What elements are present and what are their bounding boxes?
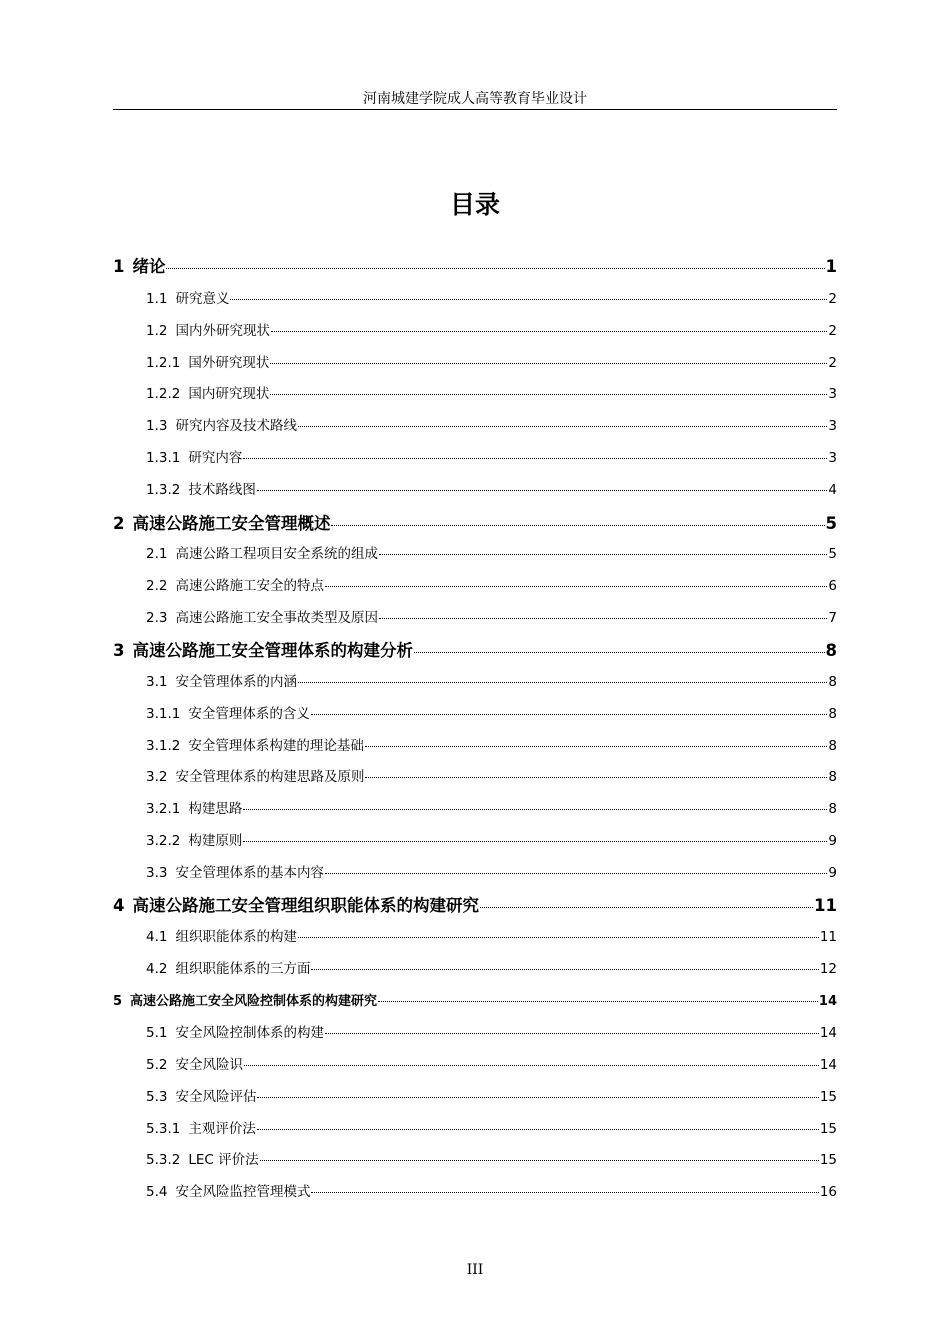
toc-entry[interactable]	[146, 925, 837, 945]
toc-entry-text: 国内外研究现状	[175, 323, 270, 339]
toc-dot-leader	[243, 809, 827, 810]
toc-entry-number: 5.3	[146, 1089, 168, 1105]
toc-entry-number: 5	[113, 994, 123, 1009]
toc-entry-page: 8	[825, 641, 837, 660]
toc-dot-leader	[325, 1033, 819, 1034]
toc-entry-text: 安全风险评估	[175, 1089, 257, 1105]
toc-entry[interactable]	[146, 1117, 837, 1137]
toc-entry-page: 3	[828, 450, 837, 466]
toc-entry-text: 高速公路施工安全的特点	[175, 578, 324, 594]
toc-dot-leader	[243, 841, 827, 842]
toc-entry-page: 14	[818, 994, 837, 1009]
toc-entry-page: 11	[814, 896, 837, 915]
toc-entry[interactable]	[146, 606, 837, 626]
toc-entry-number: 5.2	[146, 1057, 168, 1073]
toc-entry-text: 构建思路	[188, 801, 243, 817]
toc-entry-number: 2.2	[146, 578, 168, 594]
toc-entry-label	[146, 382, 269, 402]
toc-dot-leader	[311, 1192, 818, 1193]
toc-entry-number: 3.2.1	[146, 801, 181, 817]
toc-entry[interactable]	[146, 734, 837, 754]
toc-entry-label	[146, 670, 297, 690]
toc-dot-leader	[298, 682, 827, 683]
toc-entry[interactable]	[146, 957, 837, 977]
toc-entry-page: 1	[825, 257, 837, 276]
toc-dot-leader	[298, 426, 827, 427]
toc-entry-number: 3.1.2	[146, 738, 181, 754]
toc-entry-label	[113, 892, 479, 916]
toc-entry-number: 1.1	[146, 291, 168, 307]
toc-entry-label	[146, 925, 297, 945]
toc-dot-leader	[414, 652, 825, 653]
toc-entry-text: 安全管理体系的基本内容	[175, 865, 324, 881]
toc-entry[interactable]	[146, 574, 837, 594]
toc-entry[interactable]	[146, 478, 837, 498]
toc-entry[interactable]	[146, 1148, 837, 1168]
toc-entry-text: 安全管理体系的内涵	[175, 674, 297, 690]
toc-entry-number: 3	[113, 641, 125, 660]
toc-dot-leader	[379, 554, 827, 555]
toc-entry-label	[146, 702, 310, 722]
toc-entry-label	[146, 478, 256, 498]
toc-entry-page: 14	[819, 1057, 837, 1073]
toc-dot-leader	[243, 458, 827, 459]
toc-dot-leader	[311, 969, 818, 970]
toc-entry-text: 研究内容	[188, 450, 243, 466]
toc-dot-leader	[379, 618, 827, 619]
toc-entry-page: 8	[828, 674, 837, 690]
toc-entry[interactable]	[113, 510, 837, 534]
toc-entry-number: 5.3.2	[146, 1152, 181, 1168]
toc-entry-page: 8	[828, 738, 837, 754]
toc-entry-text: 研究内容及技术路线	[175, 418, 297, 434]
toc-entry-text: 高速公路施工安全管理体系的构建分析	[132, 641, 413, 660]
toc-entry-label	[146, 414, 297, 434]
toc-dot-leader	[331, 525, 824, 526]
toc-entry-text: 安全管理体系的构建思路及原则	[175, 769, 365, 785]
toc-entry-text: 组织职能体系的构建	[175, 929, 297, 945]
toc-dot-leader	[480, 907, 813, 908]
toc-entry-number: 4.1	[146, 929, 168, 945]
toc-entry-label	[146, 797, 242, 817]
toc-entry-label	[113, 990, 377, 1009]
toc-entry-number: 1.2.2	[146, 386, 181, 402]
toc-entry-page: 15	[819, 1089, 837, 1105]
toc-entry[interactable]	[146, 1180, 837, 1200]
toc-entry-page: 9	[828, 865, 837, 881]
toc-dot-leader	[311, 714, 828, 715]
toc-entry[interactable]	[146, 1053, 837, 1073]
toc-entry-text: LEC 评价法	[188, 1152, 259, 1168]
toc-dot-leader	[325, 586, 827, 587]
toc-entry-text: 组织职能体系的三方面	[175, 961, 311, 977]
toc-title: 目录	[449, 190, 500, 219]
toc-entry[interactable]	[146, 829, 837, 849]
toc-entry-number: 3.2	[146, 769, 168, 785]
toc-entry-label	[146, 1053, 243, 1073]
toc-entry-text: 高速公路施工安全管理组织职能体系的构建研究	[132, 896, 479, 915]
toc-entry-label	[146, 319, 270, 339]
toc-entry-number: 3.1	[146, 674, 168, 690]
toc-entry-number: 2	[113, 514, 125, 533]
toc-entry-number: 5.4	[146, 1184, 168, 1200]
toc-entry-page: 9	[828, 833, 837, 849]
toc-entry[interactable]	[113, 637, 837, 661]
toc-entry-label	[146, 351, 269, 371]
toc-entry[interactable]	[146, 382, 837, 402]
toc-entry-text: 国内研究现状	[188, 386, 270, 402]
toc-entry-label	[146, 542, 378, 562]
toc-entry-page: 16	[819, 1184, 837, 1200]
toc-entry-text: 安全风险监控管理模式	[175, 1184, 311, 1200]
toc-entry-number: 1.2	[146, 323, 168, 339]
toc-entry-label	[113, 253, 165, 277]
toc-entry-page: 11	[819, 929, 837, 945]
toc-entry[interactable]	[146, 1021, 837, 1041]
toc-entry-page: 12	[819, 961, 837, 977]
toc-entry-number: 5.1	[146, 1025, 168, 1041]
toc-entry-text: 高速公路施工安全事故类型及原因	[175, 610, 378, 626]
toc-entry-number: 1.3.1	[146, 450, 181, 466]
toc-dot-leader	[270, 394, 827, 395]
toc-entry-number: 4	[113, 896, 125, 915]
toc-entry-number: 1.3	[146, 418, 168, 434]
toc-entry-page: 3	[828, 386, 837, 402]
toc-entry-text: 研究意义	[175, 291, 230, 307]
toc-entry[interactable]	[146, 670, 837, 690]
toc-entry-number: 4.2	[146, 961, 168, 977]
toc-entry[interactable]	[113, 990, 837, 1009]
toc-entry-label	[146, 861, 324, 881]
toc-entry-page: 15	[819, 1121, 837, 1137]
toc-entry[interactable]	[146, 1085, 837, 1105]
toc-entry-number: 1.3.2	[146, 482, 181, 498]
toc-entry[interactable]	[113, 892, 837, 916]
toc-dot-leader	[365, 746, 828, 747]
toc-entry-label	[146, 1148, 259, 1168]
toc-dot-leader	[325, 873, 827, 874]
toc-entry-number: 3.1.1	[146, 706, 181, 722]
toc-entry-label	[146, 1085, 256, 1105]
toc-entry-page: 7	[828, 610, 837, 626]
toc-entry-label	[146, 1117, 256, 1137]
toc-entry-text: 高速公路施工安全管理概述	[132, 514, 331, 533]
toc-entry[interactable]	[146, 319, 837, 339]
toc-entry[interactable]	[146, 414, 837, 434]
toc-entry-label	[146, 1180, 310, 1200]
toc-entry-number: 3.2.2	[146, 833, 181, 849]
toc-entry-text: 高速公路施工安全风险控制体系的构建研究	[130, 994, 378, 1009]
toc-entry-label	[146, 829, 242, 849]
toc-entry-text: 技术路线图	[188, 482, 256, 498]
toc-dot-leader	[260, 1160, 819, 1161]
toc-entry-page: 15	[819, 1152, 837, 1168]
toc-entry-label	[113, 637, 413, 661]
toc-entry-text: 安全管理体系的含义	[188, 706, 310, 722]
toc-entry-page: 4	[828, 482, 837, 498]
toc-dot-leader	[230, 299, 827, 300]
page-number: III	[466, 1262, 484, 1278]
toc-dot-leader	[365, 777, 827, 778]
toc-entry[interactable]	[146, 797, 837, 817]
toc-dot-leader	[378, 1001, 818, 1002]
toc-entry-text: 主观评价法	[188, 1121, 256, 1137]
toc-entry-number: 1	[113, 257, 125, 276]
toc-entry-text: 国外研究现状	[188, 355, 270, 371]
toc-dot-leader	[166, 268, 824, 269]
toc-entry[interactable]	[146, 861, 837, 881]
toc-entry-text: 安全风险控制体系的构建	[175, 1025, 324, 1041]
toc-entry-text: 绪论	[132, 257, 166, 276]
toc-entry-number: 2.3	[146, 610, 168, 626]
toc-entry-number: 3.3	[146, 865, 168, 881]
toc-entry-page: 8	[828, 801, 837, 817]
toc-entry-label	[146, 734, 364, 754]
toc-entry[interactable]	[146, 765, 837, 785]
toc-dot-leader	[257, 490, 828, 491]
toc-entry[interactable]	[146, 351, 837, 371]
toc-dot-leader	[257, 1097, 818, 1098]
toc-entry-label	[146, 574, 324, 594]
toc-entry-label	[146, 957, 310, 977]
toc-dot-leader	[298, 937, 819, 938]
toc-entry[interactable]	[146, 446, 837, 466]
toc-entry[interactable]	[146, 287, 837, 307]
toc-entry-page: 2	[828, 291, 837, 307]
toc-entry-number: 2.1	[146, 546, 168, 562]
toc-entry-page: 2	[828, 323, 837, 339]
toc-entry-page: 2	[828, 355, 837, 371]
toc-entry-page: 8	[828, 769, 837, 785]
toc-entry-page: 3	[828, 418, 837, 434]
toc-entry[interactable]	[146, 542, 837, 562]
toc-entry-number: 1.2.1	[146, 355, 181, 371]
toc-dot-leader	[270, 363, 827, 364]
toc-entry-text: 安全管理体系构建的理论基础	[188, 738, 364, 754]
toc-entry-number: 5.3.1	[146, 1121, 181, 1137]
toc-entry-page: 5	[828, 546, 837, 562]
toc-entry-label	[146, 765, 364, 785]
toc-entry-page: 6	[828, 578, 837, 594]
toc-entry-page: 5	[825, 514, 837, 533]
toc-dot-leader	[271, 331, 827, 332]
page-header: 河南城建学院成人高等教育毕业设计	[113, 90, 837, 110]
toc-entry-text: 高速公路工程项目安全系统的组成	[175, 546, 378, 562]
toc-entry-label	[146, 1021, 324, 1041]
toc-entry-text: 安全风险识	[175, 1057, 243, 1073]
toc-dot-leader	[257, 1129, 819, 1130]
toc-entry-label	[146, 287, 229, 307]
toc-entry-label	[146, 606, 378, 626]
toc-dot-leader	[244, 1065, 819, 1066]
toc-entry-page: 14	[819, 1025, 837, 1041]
toc-entry[interactable]	[113, 253, 837, 277]
toc-entry-label	[113, 510, 330, 534]
toc-entry[interactable]	[146, 702, 837, 722]
toc-entry-label	[146, 446, 242, 466]
toc-entry-text: 构建原则	[188, 833, 243, 849]
toc-entry-page: 8	[828, 706, 837, 722]
